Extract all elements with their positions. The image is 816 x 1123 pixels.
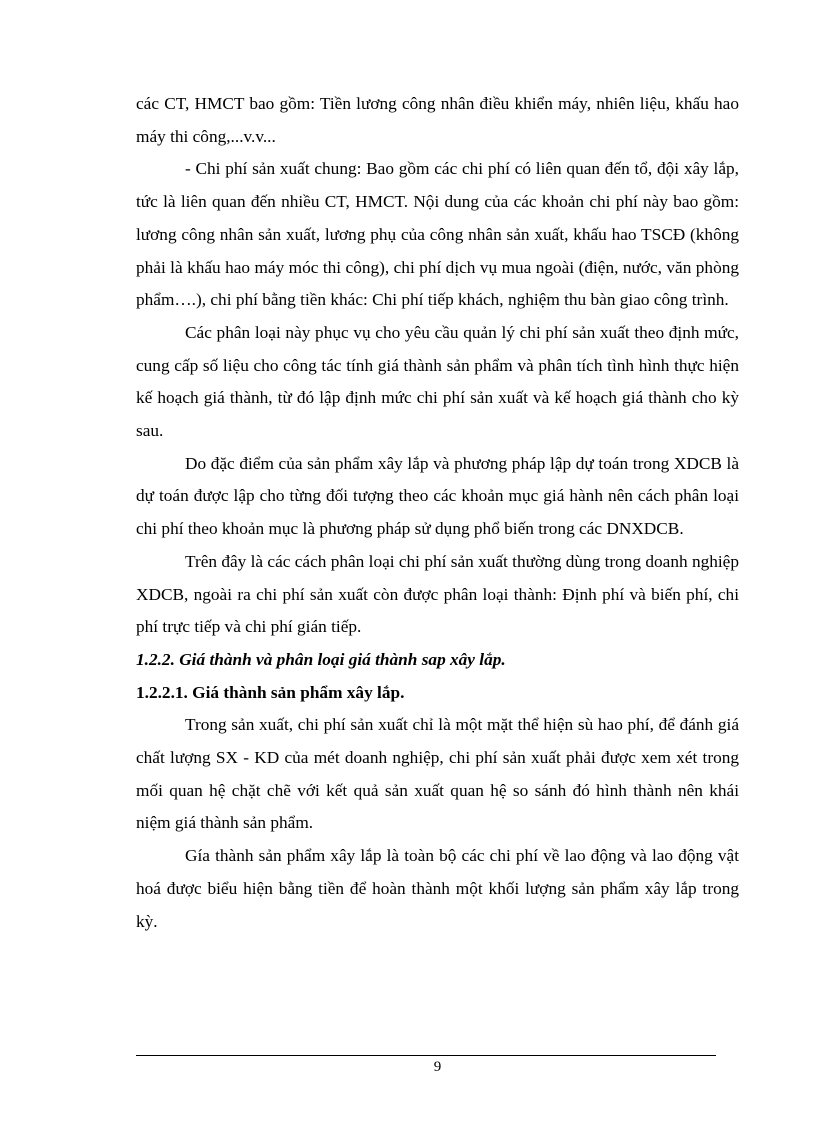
- page-number: 9: [433, 1059, 442, 1075]
- paragraph-classification-summary: Trên đây là các cách phân loại chi phí sản xuất thường dùng trong doanh nghiệp XDCB, ngoài ra chi phí sản xuất còn được phân loại thành: Định phí và biến phí, chi phí trực tiếp và chi phí gián tiếp.: [136, 551, 739, 637]
- document-page: [136, 88, 739, 938]
- paragraph-cost-definition: Gía thành sản phẩm xây lắp là toàn bộ các chi phí về lao động và lao động vật hoá được biểu hiện bằng tiền để hoàn thành một khối lượng sản phẩm xây lắp trong kỳ.: [136, 846, 739, 931]
- footer-divider: [136, 1055, 716, 1056]
- paragraph-construction-characteristics: Do đặc điểm của sản phẩm xây lắp và phương pháp lập dự toán trong XDCB là dự toán được lập cho từng đối tượng theo các khoản mục giá hành nên cách phân loại chi phí theo khoản mục là phương pháp sử dụng phổ biến trong các DNXDCB.: [136, 453, 739, 539]
- paragraph-continuation: các CT, HMCT bao gồm: Tiền lương công nhân điều khiển máy, nhiên liệu, khấu hao máy thi công,...v.v...: [136, 94, 739, 146]
- paragraph-classification-purpose: Các phân loại này phục vụ cho yêu cầu quản lý chi phí sản xuất theo định mức, cung cấp số liệu cho công tác tính giá thành sản phẩm và phân tích tình hình thực hiện kế hoạch giá thành, từ đó lập định mức chi phí sản xuất và kế hoạch giá thành cho kỳ sau.: [136, 322, 739, 441]
- section-heading: 1.2.2. Giá thành và phân loại giá thành sap xây lắp.: [136, 649, 506, 669]
- paragraph-general-production-costs: - Chi phí sản xuất chung: Bao gồm các chi phí có liên quan đến tổ, đội xây lắp, tức là liên quan đến nhiều CT, HMCT. Nội dung của các khoản chi phí này bao gồm: lương công nhân sản xuất, lương phụ của công nhân sản xuất, khấu hao TSCĐ (không phải là khấu hao máy móc thi công), chi phí dịch vụ mua ngoài (điện, nước, văn phòng phẩm….), chi phí bằng tiền khác: Chi phí tiếp khách, nghiệm thu bàn giao công trình.: [136, 159, 739, 310]
- paragraph-cost-concept: Trong sản xuất, chi phí sản xuất chỉ là một mặt thể hiện sù hao phí, để đánh giá chất lượng SX - KD của mét doanh nghiệp, chi phí sản xuất phải được xem xét trong mối quan hệ chặt chẽ với kết quả sản xuất quan hệ so sánh đó hình thành nên khái niệm giá thành sản phẩm.: [136, 715, 739, 833]
- subsection-heading: 1.2.2.1. Giá thành sản phẩm xây lắp.: [136, 682, 405, 702]
